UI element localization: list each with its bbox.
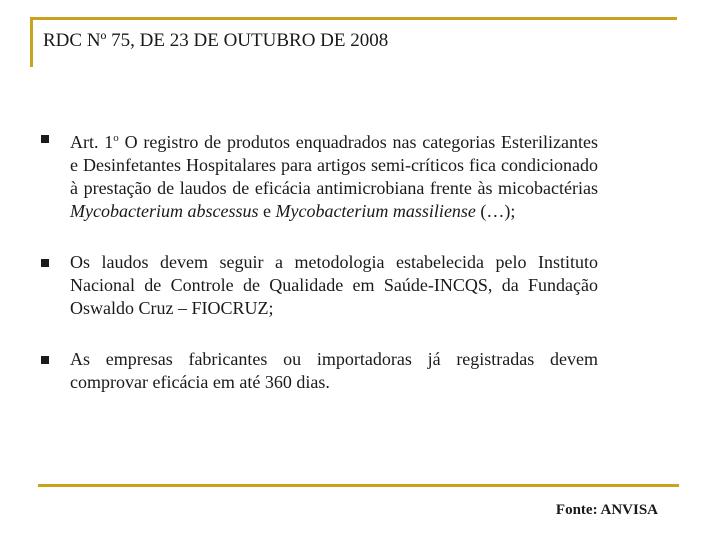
species-name: Mycobacterium abscessus — [70, 201, 259, 221]
title-frame-left — [30, 17, 33, 67]
bullet-item — [38, 251, 598, 320]
bullet-text — [70, 127, 598, 223]
bullet-text-part: Art. 1 — [70, 132, 114, 152]
bullet-item — [38, 127, 598, 223]
bullet-text-part: e — [258, 201, 276, 221]
square-bullet-icon — [41, 259, 49, 267]
source-label: Fonte: ANVISA — [555, 502, 658, 518]
species-name: Mycobacterium massiliense — [275, 201, 476, 221]
footer-divider — [38, 484, 679, 487]
bullet-list — [38, 127, 598, 422]
bullet-item — [38, 348, 598, 394]
title-frame-top — [30, 17, 677, 20]
ordinal-superscript: o — [113, 132, 119, 144]
bullet-text-part: O registro de produtos enquadrados nas categorias Esterilizantes e Desinfetantes Hospitalares para artigos semi-críticos fica condicionado à prestação de laudos de eficácia antimicrobiana frente às micobactérias — [70, 132, 598, 198]
bullet-text: Os laudos devem seguir a metodologia estabelecida pelo Instituto Nacional de Controle de Qualidade em Saúde-INCQS, da Fundação Oswaldo Cruz – FIOCRUZ; — [70, 252, 598, 318]
square-bullet-icon — [41, 135, 49, 143]
square-bullet-icon — [41, 356, 49, 364]
slide-title: RDC Nº 75, DE 23 DE OUTUBRO DE 2008 — [43, 30, 389, 51]
bullet-text-part: (…); — [475, 201, 516, 221]
bullet-text: As empresas fabricantes ou importadoras já registradas devem comprovar eficácia em até 360 dias. — [70, 349, 598, 392]
